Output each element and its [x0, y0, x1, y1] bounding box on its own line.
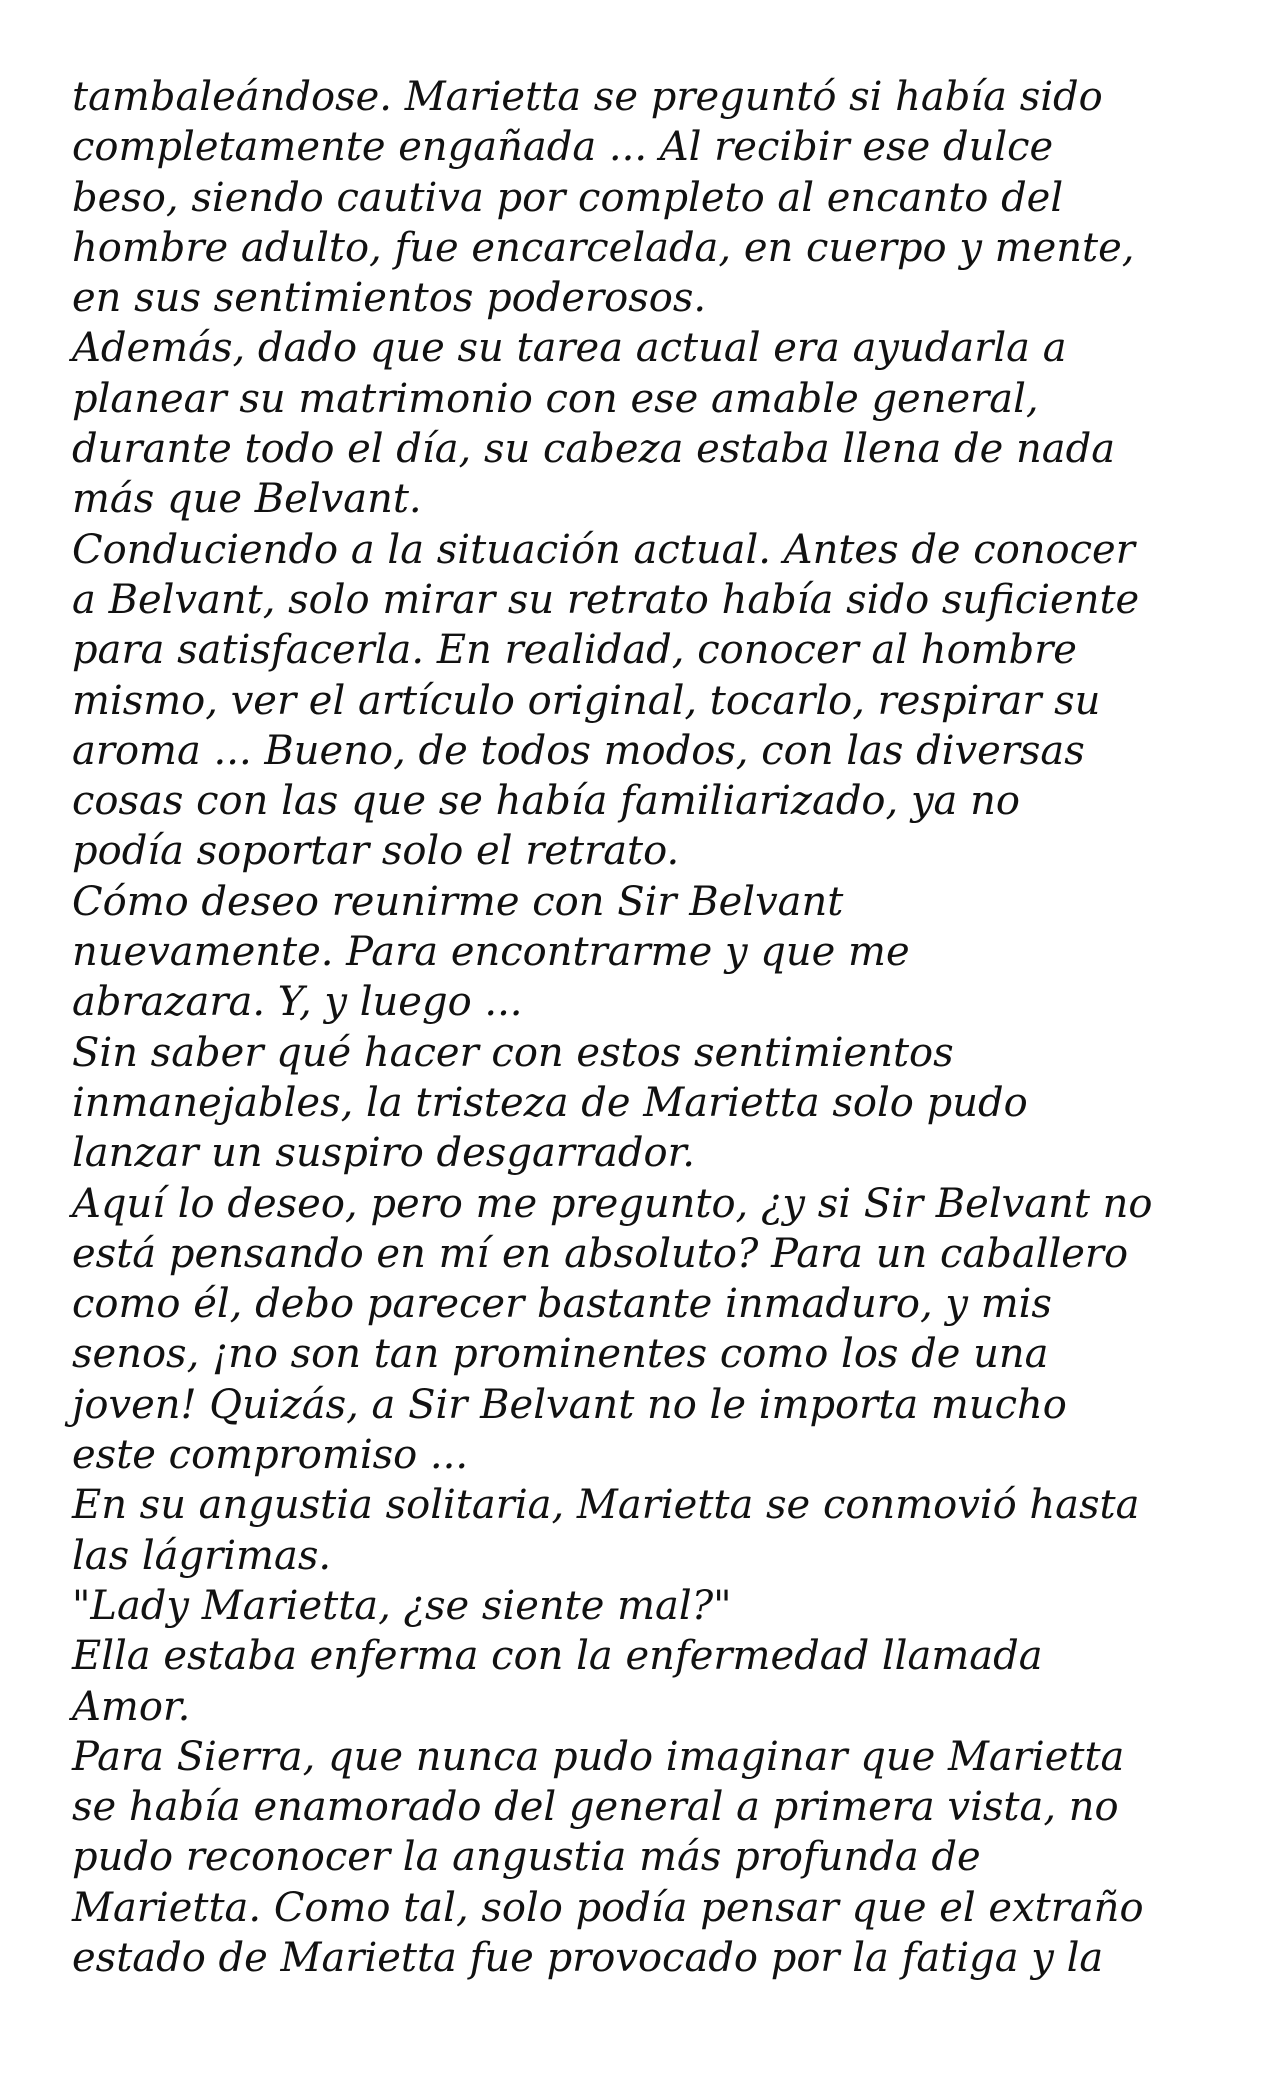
text-line: como él, debo parecer bastante inmaduro, y mis [72, 1281, 1052, 1328]
text-line: planear su matrimonio con ese amable general, [72, 375, 1039, 422]
text-line: beso, siendo cautiva por completo al encanto del [72, 174, 1064, 221]
text-line: Aquí lo deseo, pero me pregunto, ¿y si Sir Belvant no [72, 1180, 1153, 1227]
text-line: Además, dado que su tarea actual era ayudarla a [72, 325, 1067, 372]
text-line: Cómo deseo reunirme con Sir Belvant [72, 878, 844, 925]
text-line: lanzar un suspiro desgarrador. [72, 1130, 696, 1177]
text-line: Ella estaba enferma con la enfermedad llamada [72, 1633, 1043, 1680]
text-line: hombre adulto, fue encarcelada, en cuerpo y mente, [72, 224, 1135, 271]
text-line: mismo, ver el artículo original, tocarlo, respirar su [72, 677, 1101, 724]
text-line: a Belvant, solo mirar su retrato había sido suficiente [72, 576, 1140, 623]
text-line: abrazara. Y, y luego ... [72, 979, 523, 1026]
text-line: se había enamorado del general a primera vista, no [72, 1784, 1119, 1831]
text-line: para satisfacerla. En realidad, conocer al hombre [72, 627, 1077, 674]
document-body [72, 72, 1222, 1983]
text-line: En su angustia solitaria, Marietta se conmovió hasta [72, 1482, 1140, 1529]
text-line: estado de Marietta fue provocado por la fatiga y la [72, 1934, 1104, 1981]
text-line: Marietta. Como tal, solo podía pensar que el extraño [72, 1884, 1144, 1931]
text-line: joven! Quizás, a Sir Belvant no le importa mucho [72, 1381, 1067, 1428]
text-line: las lágrimas. [72, 1532, 332, 1579]
text-line: senos, ¡no son tan prominentes como los de una [72, 1331, 1049, 1378]
text-line: más que Belvant. [72, 476, 422, 523]
text-line: Para Sierra, que nunca pudo imaginar que Marietta [72, 1733, 1125, 1780]
text-line: inmanejables, la tristeza de Marietta solo pudo [72, 1079, 1028, 1126]
text-line: pudo reconocer la angustia más profunda de [72, 1834, 981, 1881]
text-line: nuevamente. Para encontrarme y que me [72, 929, 910, 976]
text-line: cosas con las que se había familiarizado, ya no [72, 778, 1020, 825]
text-line: aroma ... Bueno, de todos modos, con las diversas [72, 727, 1085, 774]
text-line: tambaleándose. Marietta se preguntó si había sido [72, 74, 1103, 120]
text-line: "Lady Marietta, ¿se siente mal?" [72, 1582, 732, 1629]
text-line: Amor. [72, 1683, 191, 1730]
text-line: completamente engañada ... Al recibir ese dulce [72, 124, 1054, 171]
text-line: Conduciendo a la situación actual. Antes de conocer [72, 526, 1135, 573]
text-line: está pensando en mí en absoluto? Para un caballero [72, 1230, 1129, 1277]
text-line: Sin saber qué hacer con estos sentimientos [72, 1029, 954, 1076]
text-line: en sus sentimientos poderosos. [72, 275, 707, 322]
text-line: podía soportar solo el retrato. [72, 828, 680, 875]
text-line: durante todo el día, su cabeza estaba llena de nada [72, 426, 1116, 473]
text-line: este compromiso ... [72, 1432, 469, 1479]
